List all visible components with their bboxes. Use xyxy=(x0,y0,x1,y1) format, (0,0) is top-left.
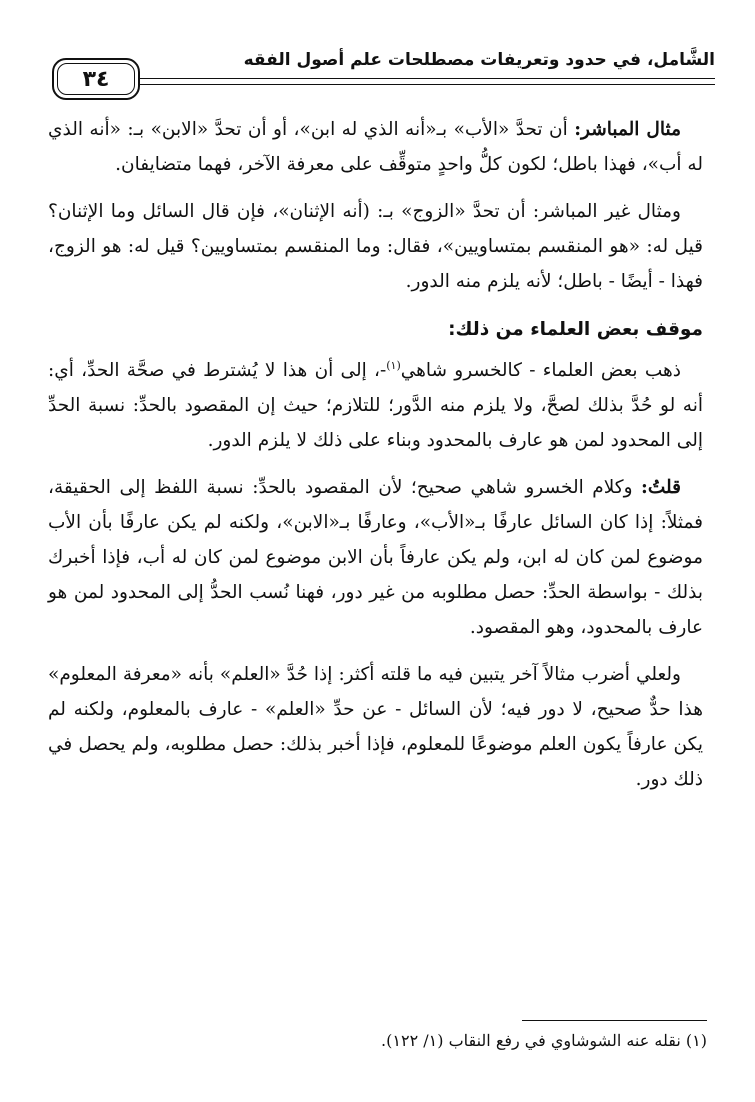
paragraph-text: أن تحدَّ «الأب» بـ«أنه الذي له ابن»، أو أن تحدَّ «الابن» بـ: «أنه الذي له أب»، فهذا باطل؛ لكون كلُّ واحدٍ متوقِّف على معرفة الآخر، فهما متضايفان. xyxy=(48,119,703,175)
paragraph-scholars-view xyxy=(48,353,703,458)
paragraph-author-comment xyxy=(48,470,703,645)
footnote-text: نقله عنه الشوشاوي في رفع النقاب (١/ ١٢٢). xyxy=(381,1031,681,1050)
running-title: الشَّامل، في حدود وتعريفات مصطلحات علم أصول الفقه xyxy=(243,50,715,70)
page-number: ٣٤ xyxy=(82,66,110,92)
paragraph-text: ولعلي أضرب مثالاً آخر يتبين فيه ما قلته أكثر: إذا حُدَّ «العلم» بأنه «معرفة المعلوم» هذا حدٌّ صحيح، لا دور فيه؛ لأن السائل - عن حدِّ «العلم» - عارف بالمعلوم، ولكنه لم يكن عارفاً يكون العلم موضوعًا للمعلوم، فإذا أخبر بذلك: حصل مطلوبه، ولم يحصل في ذلك دور. xyxy=(48,664,703,790)
main-text xyxy=(48,112,703,809)
header-rule xyxy=(140,78,715,79)
paragraph-text: -، إلى أن هذا لا يُشترط في صحَّة الحدِّ، أي: أنه لو حُدَّ بذلك لصحَّ، ولا يلزم منه الدَّور؛ للتلازم؛ حيث إن المقصود بالحدِّ: نسبة الحدِّ إلى المحدود لمن هو عارف بالمحدود وبناء على ذلك لا يلزم الدور. xyxy=(48,360,703,451)
section-heading: موقف بعض العلماء من ذلك: xyxy=(448,319,703,340)
paragraph-lead: قلتُ: xyxy=(641,477,681,498)
footnote-divider xyxy=(522,1020,707,1021)
paragraph-text: ومثال غير المباشر: أن تحدَّ «الزوج» بـ: (أنه الإثنان»، فإن قال السائل وما الإثنان؟ قيل له: «هو المنقسم بمتساويين»، فقال: وما المنقسم بمتساويين؟ قيل له: هو الزوج، فهذا - أيضًا - باطل؛ لأنه يلزم منه الدور. xyxy=(48,201,703,292)
paragraph-text: وكلام الخسرو شاهي صحيح؛ لأن المقصود بالحدِّ: نسبة اللفظ إلى الحقيقة، فمثلاً: إذا كان السائل عارفًا بـ«الأب»، وعارفًا بـ«الابن»، ولكنه لم يكن عارفًا بأن الأب موضوع لمن كان له ابن، ولم يكن عارفاً بأن الابن موضوع لمن كان له أب، فإذا أخبرك بذلك - بواسطة الحدِّ: حصل مطلوبه من غير دور، فهنا نُسب الحدُّ إلى المحدود لمن هو عارف بالمحدود، وهو المقصود. xyxy=(48,477,703,638)
paragraph-lead: مثال المباشر: xyxy=(574,119,681,140)
paragraph-text: ذهب بعض العلماء - كالخسرو شاهي xyxy=(400,360,681,381)
paragraph-indirect-example xyxy=(48,194,703,299)
page-number-frame xyxy=(52,58,140,100)
paragraph-further-example xyxy=(48,657,703,797)
page-header xyxy=(40,44,715,104)
paragraph-direct-example xyxy=(48,112,703,182)
footnote-reference[interactable]: (١) xyxy=(386,358,401,372)
footnote-number: (١) xyxy=(685,1031,707,1050)
header-rule-thin xyxy=(140,84,715,85)
footnote xyxy=(48,1026,707,1056)
